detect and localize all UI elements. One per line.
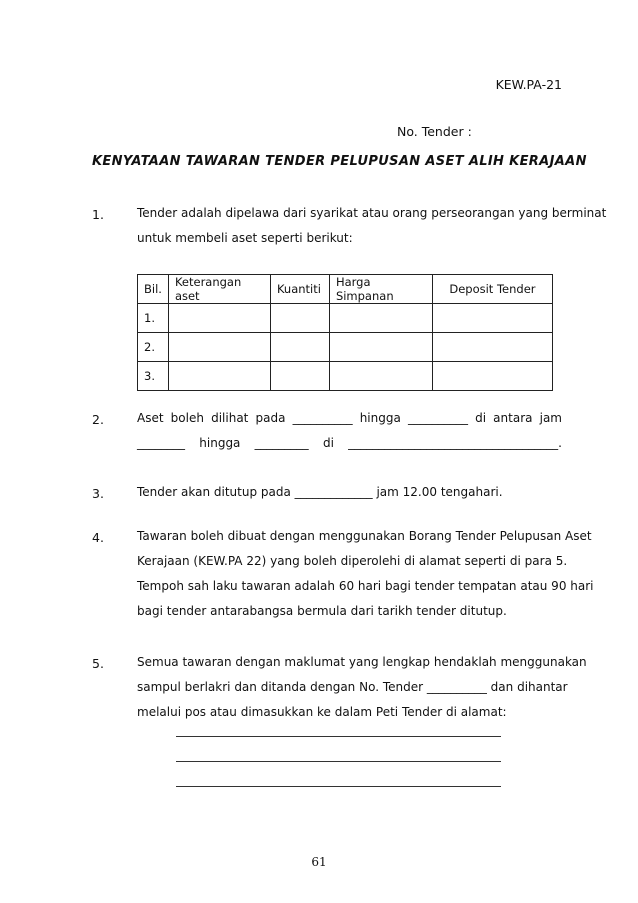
- paragraph-3: [137, 480, 562, 505]
- table-row: [138, 362, 553, 391]
- address-line-2[interactable]: [176, 761, 501, 762]
- header-harga-simpanan: Harga Simpanan: [329, 275, 432, 304]
- header-kuantiti: Kuantiti: [270, 275, 329, 304]
- paragraph-line: bagi tender antarabangsa bermula dari tarikh tender ditutup.: [137, 604, 507, 618]
- tender-number-label: No. Tender :: [397, 124, 472, 139]
- empty-cell[interactable]: [329, 304, 432, 333]
- paragraph-5: [137, 650, 587, 725]
- item-number-3: 3.: [92, 486, 104, 501]
- empty-cell[interactable]: [168, 362, 270, 391]
- item-number-1: 1.: [92, 207, 104, 222]
- paragraph-line: ________ hingga _________ di ___________________________________.: [137, 436, 562, 450]
- row-number: 3.: [138, 362, 169, 391]
- paragraph-line: Aset boleh dilihat pada __________ hingga __________ di antara jam: [137, 411, 562, 425]
- header-bil: Bil.: [138, 275, 169, 304]
- paragraph-line: Tender adalah dipelawa dari syarikat atau orang perseorangan yang berminat: [137, 206, 607, 220]
- empty-cell[interactable]: [432, 304, 552, 333]
- empty-cell[interactable]: [432, 362, 552, 391]
- paragraph-2: [137, 406, 562, 456]
- row-number: 1.: [138, 304, 169, 333]
- paragraph-line: sampul berlakri dan ditanda dengan No. Tender __________ dan dihantar: [137, 680, 568, 694]
- paragraph-line: Semua tawaran dengan maklumat yang lengkap hendaklah menggunakan: [137, 655, 587, 669]
- paragraph-line: Tawaran boleh dibuat dengan menggunakan Borang Tender Pelupusan Aset: [137, 529, 592, 543]
- address-line-1[interactable]: [176, 736, 501, 737]
- paragraph-line: untuk membeli aset seperti berikut:: [137, 231, 353, 245]
- empty-cell[interactable]: [432, 333, 552, 362]
- empty-cell[interactable]: [329, 333, 432, 362]
- empty-cell[interactable]: [270, 362, 329, 391]
- empty-cell[interactable]: [270, 304, 329, 333]
- empty-cell[interactable]: [329, 362, 432, 391]
- table-row: [138, 304, 553, 333]
- table-header-row: [138, 275, 553, 304]
- paragraph-1: [137, 201, 607, 251]
- paragraph-line: Tempoh sah laku tawaran adalah 60 hari bagi tender tempatan atau 90 hari: [137, 579, 594, 593]
- asset-table: [137, 274, 553, 391]
- item-number-5: 5.: [92, 656, 104, 671]
- address-line-3[interactable]: [176, 786, 501, 787]
- paragraph-line: melalui pos atau dimasukkan ke dalam Peti Tender di alamat:: [137, 705, 507, 719]
- page-number: 61: [311, 855, 327, 869]
- header-keterangan-aset: Keterangan aset: [168, 275, 270, 304]
- document-title: KENYATAAN TAWARAN TENDER PELUPUSAN ASET ALIH KERAJAAN: [92, 154, 587, 169]
- paragraph-line: Kerajaan (KEW.PA 22) yang boleh diperolehi di alamat seperti di para 5.: [137, 554, 568, 568]
- paragraph-4: [137, 524, 594, 624]
- empty-cell[interactable]: [168, 333, 270, 362]
- empty-cell[interactable]: [270, 333, 329, 362]
- table-row: [138, 333, 553, 362]
- item-number-4: 4.: [92, 530, 104, 545]
- item-number-2: 2.: [92, 412, 104, 427]
- empty-cell[interactable]: [168, 304, 270, 333]
- paragraph-line: Tender akan ditutup pada _____________ jam 12.00 tengahari.: [137, 485, 503, 499]
- form-code: KEW.PA-21: [495, 77, 562, 92]
- header-deposit-tender: Deposit Tender: [432, 275, 552, 304]
- row-number: 2.: [138, 333, 169, 362]
